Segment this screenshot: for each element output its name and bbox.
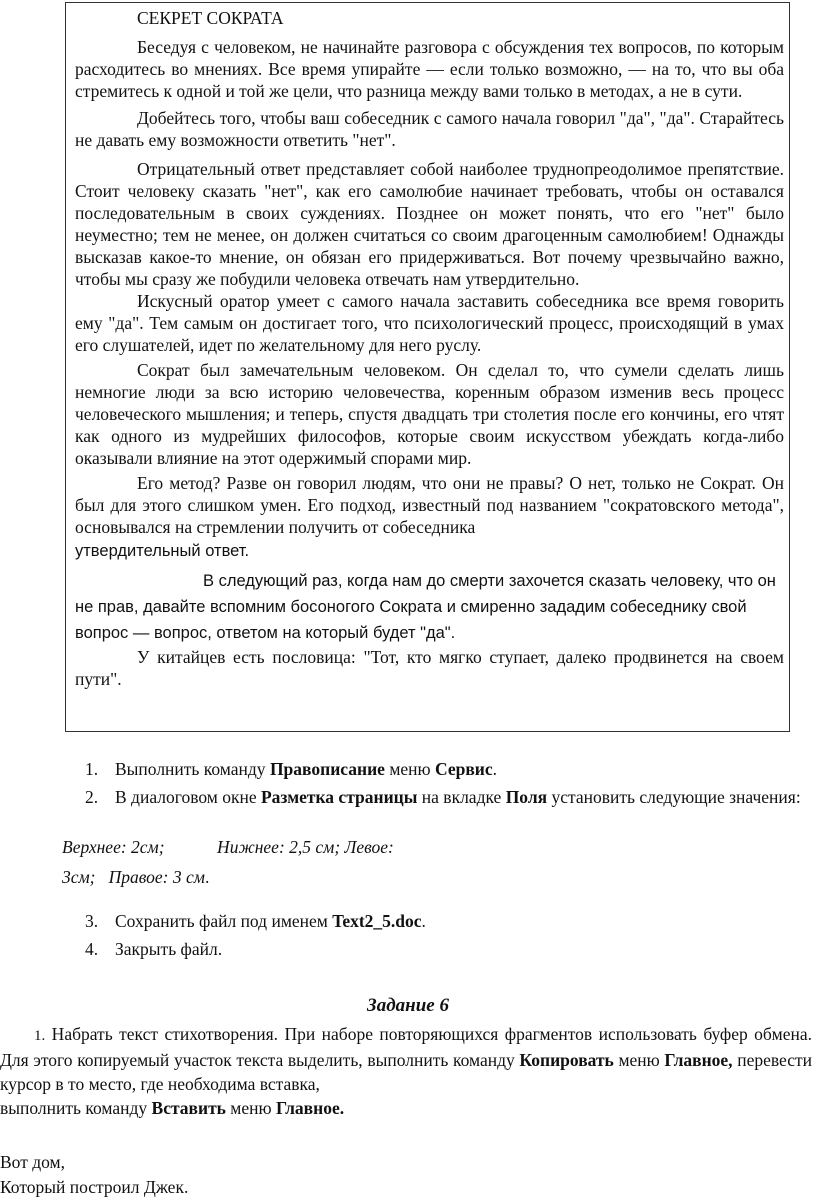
paragraph-7-line-2: не прав, давайте вспомним босоногого Сократа и смиренно зададим собеседнику свой [75,598,747,616]
task-list-2 [85,910,815,966]
assignment-part: перевести курсор в то место, где необходима вставка, [0,1050,813,1094]
poem-line-2: Который построил Джек. [0,1177,189,1197]
menu-name: Главное. [275,1098,345,1118]
task-list [85,758,815,814]
task-text: меню [384,759,435,779]
assignment-text [0,1022,812,1120]
paragraph-6: Его метод? Разве он говорил людям, что они не правы? О нет, только не Сократ. Он был для этого слишком умен. Его подход, известный под названием "сократовского метода", основывался на стремлении получить от собеседника [75,473,784,537]
task-item-4 [85,938,815,960]
task-item-2 [85,786,815,808]
command-name: Правописание [269,759,385,779]
task-text: . [492,759,498,779]
section-heading: Задание 6 [367,995,449,1016]
task-number: 1. [85,759,99,779]
paragraph-7-line-3: вопрос — вопрос, ответом на который будет "да". [75,624,456,642]
margin-values-line-2 [62,862,462,892]
text-frame [65,2,790,732]
command-name: Копировать [519,1050,614,1070]
paragraph-4: Искусный оратор умеет с самого начала заставить собеседника все время говорить ему "да". Тем самым он достигает того, что психологический процесс, происходящий в умах его слушателей, идет по желательному для него руслу. [75,291,784,355]
assignment-part: Набрать текст стихотворения. При наборе повторяющихся фрагментов использовать буфер обмена. Для этого копируемый участок текста выделить, выполнить команду [0,1024,812,1070]
tab-name: Поля [505,787,548,807]
task-text: Закрыть файл. [115,939,223,959]
task-text: . [421,911,426,931]
task-number: 4. [85,939,99,959]
assignment-part: меню [225,1098,276,1118]
paragraph-3: Отрицательный ответ представляет собой наиболее труднопреодолимое препятствие. Стоит человеку сказать "нет", как его самолюбие начинает требовать, чтобы он оставался последовательным в своих суждениях. Позднее он может понять, что его "нет" было неуместно; тем не менее, он должен считаться со своим драгоценным самолюбием! Однажды высказав какое-то мнение, он обязан его придерживаться. Вот почему чрезвычайно важно, чтобы мы сразу же побудили человека отвечать нам утвердительно. [75,159,784,289]
margin-values-line-1: Верхнее: 2см; Нижнее: 2,5 см; Левое: [62,837,394,857]
task-text: Выполнить команду [115,759,270,779]
dialog-name: Разметка страницы [260,787,418,807]
task-text: В диалоговом окне [115,787,261,807]
task-text: установить следующие значения: [547,787,801,807]
file-name: Text2_5.doc [332,911,422,931]
task-text: на вкладке [417,787,506,807]
poem [0,1150,188,1200]
paragraph-1: Беседуя с человеком, не начинайте разговора с обсуждения тех вопросов, по которым расходитесь во мнениях. Все время упирайте — если только возможно, — на то, что вы оба стремитесь к одной и той же цели, что разница между вами только в методах, а не в сути. [75,37,784,101]
margin-values [62,832,462,892]
menu-name: Главное, [664,1050,733,1070]
margin-values-text: 3см; Правое: 3 см [62,867,205,887]
task-number: 2. [85,787,99,807]
assignment-part: выполнить команду [0,1098,152,1118]
paragraph-5: Сократ был замечательным человеком. Он сделал то, что сумели сделать лишь немногие люди за всю историю человечества, коренным образом изменив весь процесс человеческого мышления; и теперь, спустя двадцать три столетия после его кончины, его чтят как одного из мудрейших философов, которые своим искусством убеждать когда-либо оказывали влияние на этот одержимый спорами мир. [75,360,784,468]
poem-line-1: Вот дом, [0,1152,65,1172]
paragraph-6-end: утвердительный ответ. [75,542,250,560]
task-number: 3. [85,911,99,931]
assignment-part: меню [613,1050,665,1070]
task-item-1 [85,758,815,780]
command-name: Вставить [151,1098,226,1118]
paragraph-8: У китайцев есть пословица: "Тот, кто мягко ступает, далеко продвинется на своем пути". [75,647,784,689]
text-title: СЕКРЕТ СОКРАТА [137,8,284,28]
assignment-number: 1. [34,1028,46,1044]
menu-name: Сервис [434,759,493,779]
paragraph-7-line-1: В следующий раз, когда нам до смерти захочется сказать человеку, что он [203,572,776,590]
margin-values-period: . [204,867,210,887]
task-item-3 [85,910,815,932]
task-text: Сохранить файл под именем [115,911,333,931]
paragraph-2: Добейтесь того, чтобы ваш собеседник с самого начала говорил "да", "да". Старайтесь не давать ему возможности ответить "нет". [75,108,784,150]
